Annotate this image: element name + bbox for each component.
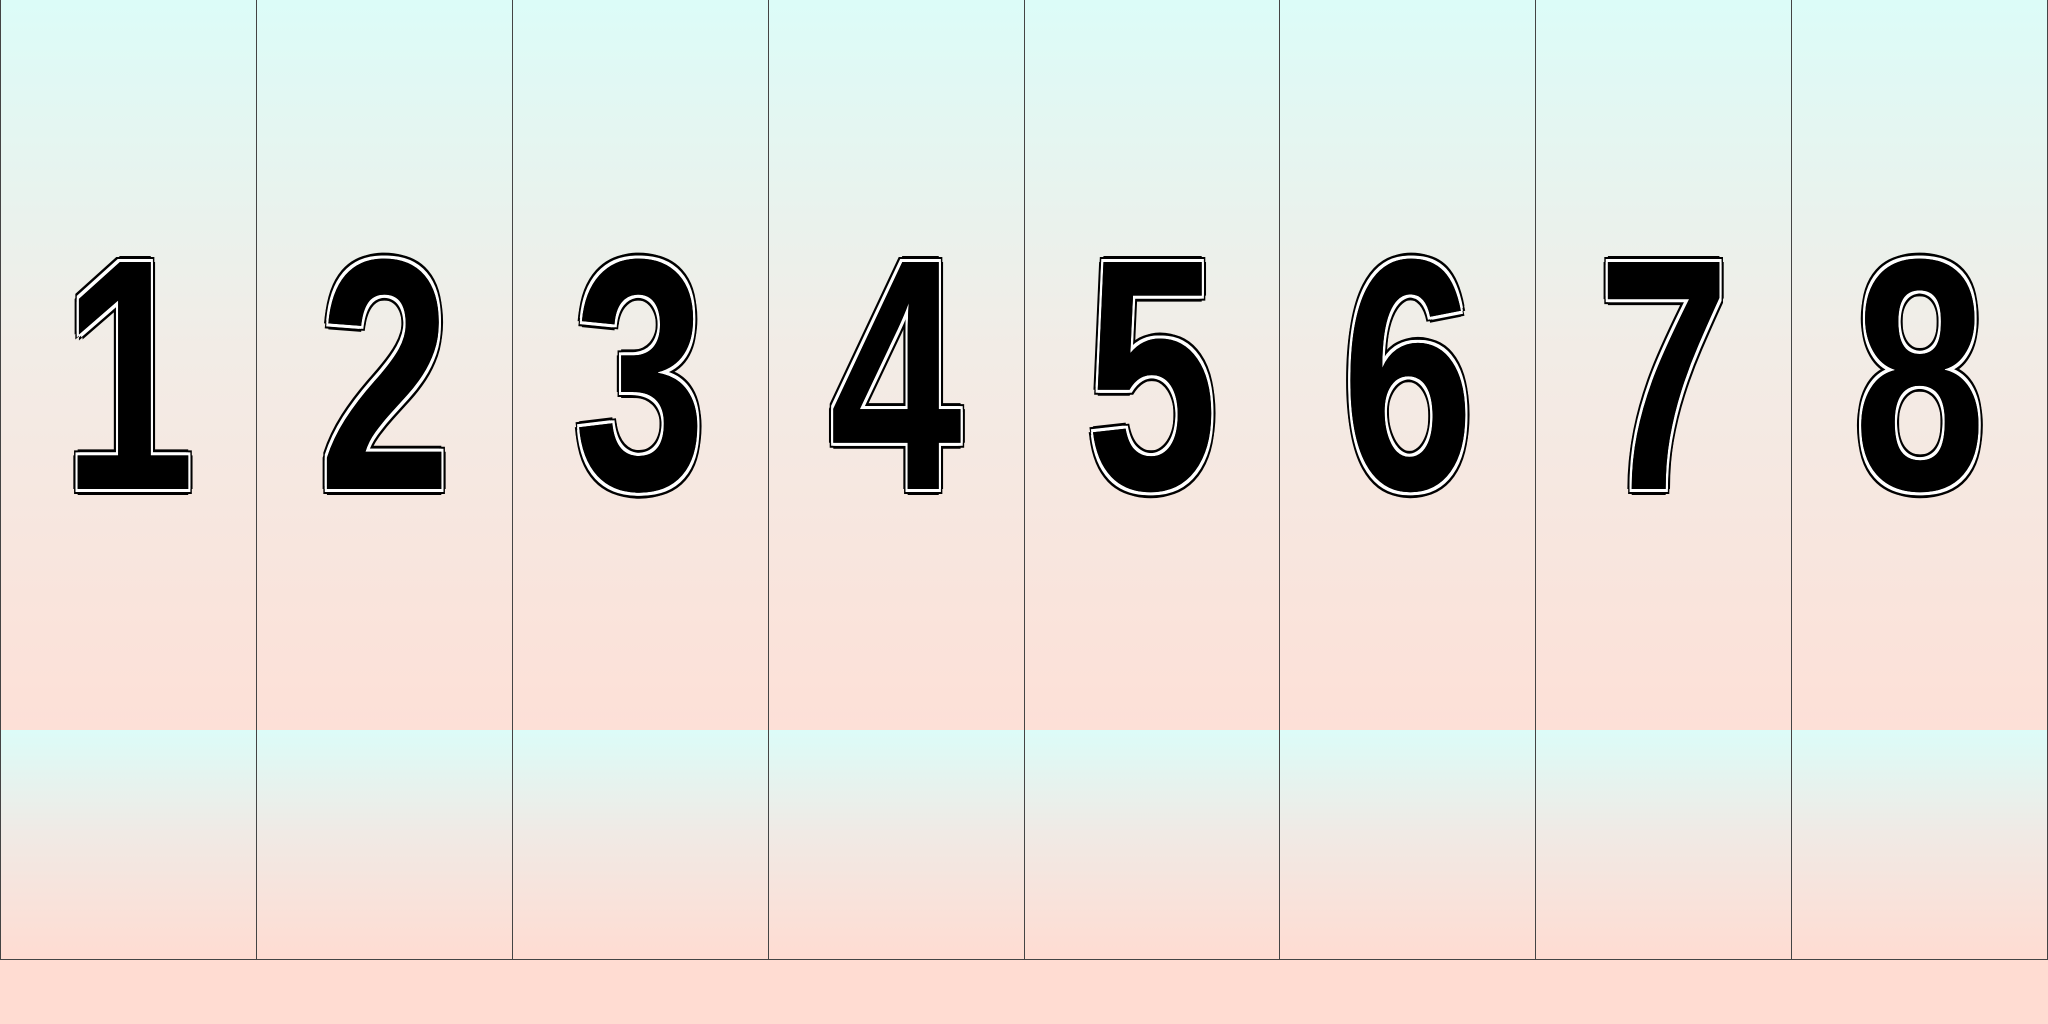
panel-3-face xyxy=(513,0,768,730)
digit-2: 2 xyxy=(318,190,451,559)
panel-8[interactable] xyxy=(1792,0,2048,959)
digit-3: 3 xyxy=(574,190,707,559)
panel-7[interactable] xyxy=(1536,0,1792,959)
panel-2[interactable] xyxy=(257,0,513,959)
panel-4-base xyxy=(769,730,1024,959)
panel-3-base xyxy=(513,730,768,959)
panel-2-face xyxy=(257,0,512,730)
panel-6[interactable] xyxy=(1280,0,1536,959)
panel-8-face xyxy=(1792,0,2047,730)
digit-4: 4 xyxy=(829,190,963,559)
digit-1: 1 xyxy=(62,190,195,559)
panel-1-base xyxy=(1,730,256,959)
panel-5[interactable] xyxy=(1025,0,1281,959)
panel-1[interactable] xyxy=(0,0,257,959)
panel-4-face xyxy=(769,0,1024,730)
panel-6-base xyxy=(1280,730,1535,959)
panel-3[interactable] xyxy=(513,0,769,959)
panel-5-base xyxy=(1025,730,1280,959)
panel-1-face xyxy=(1,0,256,730)
panel-5-face xyxy=(1025,0,1280,730)
digit-7: 7 xyxy=(1597,190,1730,559)
panel-6-face xyxy=(1280,0,1535,730)
panel-4[interactable] xyxy=(769,0,1025,959)
panel-2-base xyxy=(257,730,512,959)
digit-8: 8 xyxy=(1853,190,1986,559)
panel-7-base xyxy=(1536,730,1791,959)
panel-8-base xyxy=(1792,730,2047,959)
panel-7-face xyxy=(1536,0,1791,730)
digit-6: 6 xyxy=(1341,190,1474,559)
digit-5: 5 xyxy=(1085,190,1219,559)
